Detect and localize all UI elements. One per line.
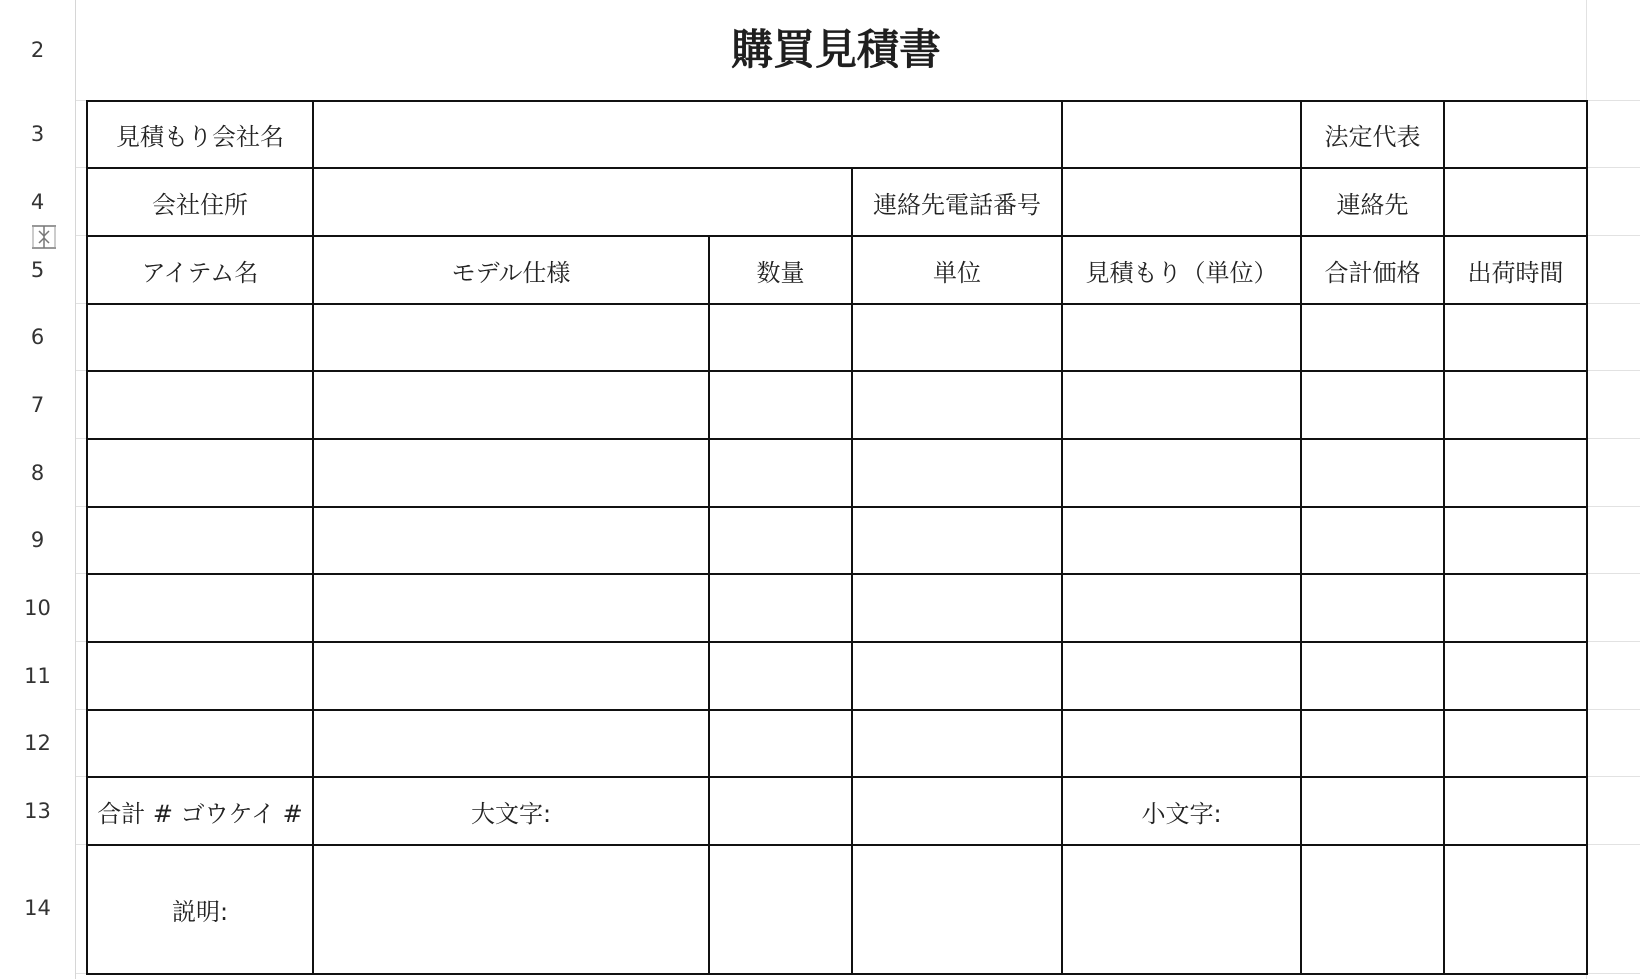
- legal-rep-value[interactable]: [1443, 100, 1588, 169]
- row-header[interactable]: 8: [30, 461, 45, 485]
- column-header-unit: 単位: [851, 235, 1063, 305]
- item-cell[interactable]: [1443, 506, 1588, 575]
- item-cell[interactable]: [851, 709, 1063, 778]
- uppercase-label: 大文字:: [312, 776, 710, 846]
- description-value[interactable]: [312, 844, 710, 975]
- total-extra-value[interactable]: [851, 776, 1063, 846]
- item-cell[interactable]: [312, 438, 710, 508]
- item-cell[interactable]: [851, 506, 1063, 575]
- description-value[interactable]: [708, 844, 853, 975]
- lowercase-label: 小文字:: [1061, 776, 1302, 846]
- total-ship-value[interactable]: [1443, 776, 1588, 846]
- item-cell[interactable]: [1061, 438, 1302, 508]
- row-header[interactable]: 13: [24, 799, 51, 823]
- company-name-value[interactable]: [312, 100, 1063, 169]
- row-header[interactable]: 7: [30, 393, 45, 417]
- item-cell[interactable]: [1061, 506, 1302, 575]
- item-cell[interactable]: [708, 438, 853, 508]
- row-resize-icon[interactable]: [29, 222, 59, 252]
- item-cell[interactable]: [312, 709, 710, 778]
- description-value[interactable]: [1300, 844, 1445, 975]
- description-value[interactable]: [1443, 844, 1588, 975]
- item-cell[interactable]: [1443, 370, 1588, 440]
- item-cell[interactable]: [851, 573, 1063, 643]
- row-header[interactable]: 2: [30, 38, 45, 62]
- item-cell[interactable]: [86, 370, 314, 440]
- row-header[interactable]: 6: [30, 325, 45, 349]
- item-cell[interactable]: [312, 303, 710, 372]
- column-header-ship-time: 出荷時間: [1443, 235, 1588, 305]
- item-cell[interactable]: [851, 641, 1063, 711]
- item-cell[interactable]: [708, 303, 853, 372]
- item-cell[interactable]: [1443, 709, 1588, 778]
- company-address-label: 会社住所: [86, 167, 314, 237]
- item-cell[interactable]: [312, 641, 710, 711]
- column-header-quantity: 数量: [708, 235, 853, 305]
- item-cell[interactable]: [1300, 370, 1445, 440]
- column-header-total-price: 合計価格: [1300, 235, 1445, 305]
- description-value[interactable]: [851, 844, 1063, 975]
- row-header[interactable]: 12: [24, 731, 51, 755]
- item-cell[interactable]: [851, 438, 1063, 508]
- row-header[interactable]: 5: [30, 258, 45, 282]
- column-header-model-spec: モデル仕様: [312, 235, 710, 305]
- item-cell[interactable]: [1300, 573, 1445, 643]
- lowercase-value[interactable]: [1300, 776, 1445, 846]
- item-cell[interactable]: [1061, 303, 1302, 372]
- item-cell[interactable]: [312, 573, 710, 643]
- item-cell[interactable]: [1443, 573, 1588, 643]
- row-header[interactable]: 9: [30, 528, 45, 552]
- column-header-unit-quote: 見積もり（単位）: [1061, 235, 1302, 305]
- item-cell[interactable]: [86, 303, 314, 372]
- company-address-value[interactable]: [312, 167, 853, 237]
- row-header[interactable]: 10: [24, 596, 51, 620]
- row-header[interactable]: 14: [24, 896, 51, 920]
- item-cell[interactable]: [312, 370, 710, 440]
- item-cell[interactable]: [1443, 303, 1588, 372]
- row-header[interactable]: 3: [30, 122, 45, 146]
- item-cell[interactable]: [1061, 370, 1302, 440]
- uppercase-value[interactable]: [708, 776, 853, 846]
- contact-value[interactable]: [1443, 167, 1588, 237]
- company-name-extra-value[interactable]: [1061, 100, 1302, 169]
- company-name-label: 見積もり会社名: [86, 100, 314, 169]
- item-cell[interactable]: [86, 641, 314, 711]
- item-cell[interactable]: [1061, 709, 1302, 778]
- item-cell[interactable]: [86, 506, 314, 575]
- row-header[interactable]: 11: [24, 664, 51, 688]
- quote-title[interactable]: 購買見積書: [730, 25, 941, 74]
- item-cell[interactable]: [86, 709, 314, 778]
- contact-phone-label: 連絡先電話番号: [851, 167, 1063, 237]
- item-cell[interactable]: [1300, 506, 1445, 575]
- description-label: 説明:: [86, 844, 314, 975]
- item-cell[interactable]: [1443, 641, 1588, 711]
- description-value[interactable]: [1061, 844, 1302, 975]
- item-cell[interactable]: [1300, 303, 1445, 372]
- row-header[interactable]: 4: [30, 190, 45, 214]
- item-cell[interactable]: [708, 370, 853, 440]
- item-cell[interactable]: [708, 709, 853, 778]
- item-cell[interactable]: [1300, 641, 1445, 711]
- contact-phone-value[interactable]: [1061, 167, 1302, 237]
- contact-label: 連絡先: [1300, 167, 1445, 237]
- legal-rep-label: 法定代表: [1300, 100, 1445, 169]
- item-cell[interactable]: [1443, 438, 1588, 508]
- item-cell[interactable]: [708, 641, 853, 711]
- item-cell[interactable]: [1300, 438, 1445, 508]
- total-label: 合計 # ゴウケイ #: [86, 776, 314, 846]
- item-cell[interactable]: [851, 303, 1063, 372]
- item-cell[interactable]: [86, 438, 314, 508]
- item-cell[interactable]: [86, 573, 314, 643]
- item-cell[interactable]: [1061, 573, 1302, 643]
- item-cell[interactable]: [851, 370, 1063, 440]
- item-cell[interactable]: [1061, 641, 1302, 711]
- row-header-gutter: [0, 0, 76, 979]
- column-header-item-name: アイテム名: [86, 235, 314, 305]
- item-cell[interactable]: [708, 573, 853, 643]
- item-cell[interactable]: [708, 506, 853, 575]
- item-cell[interactable]: [312, 506, 710, 575]
- item-cell[interactable]: [1300, 709, 1445, 778]
